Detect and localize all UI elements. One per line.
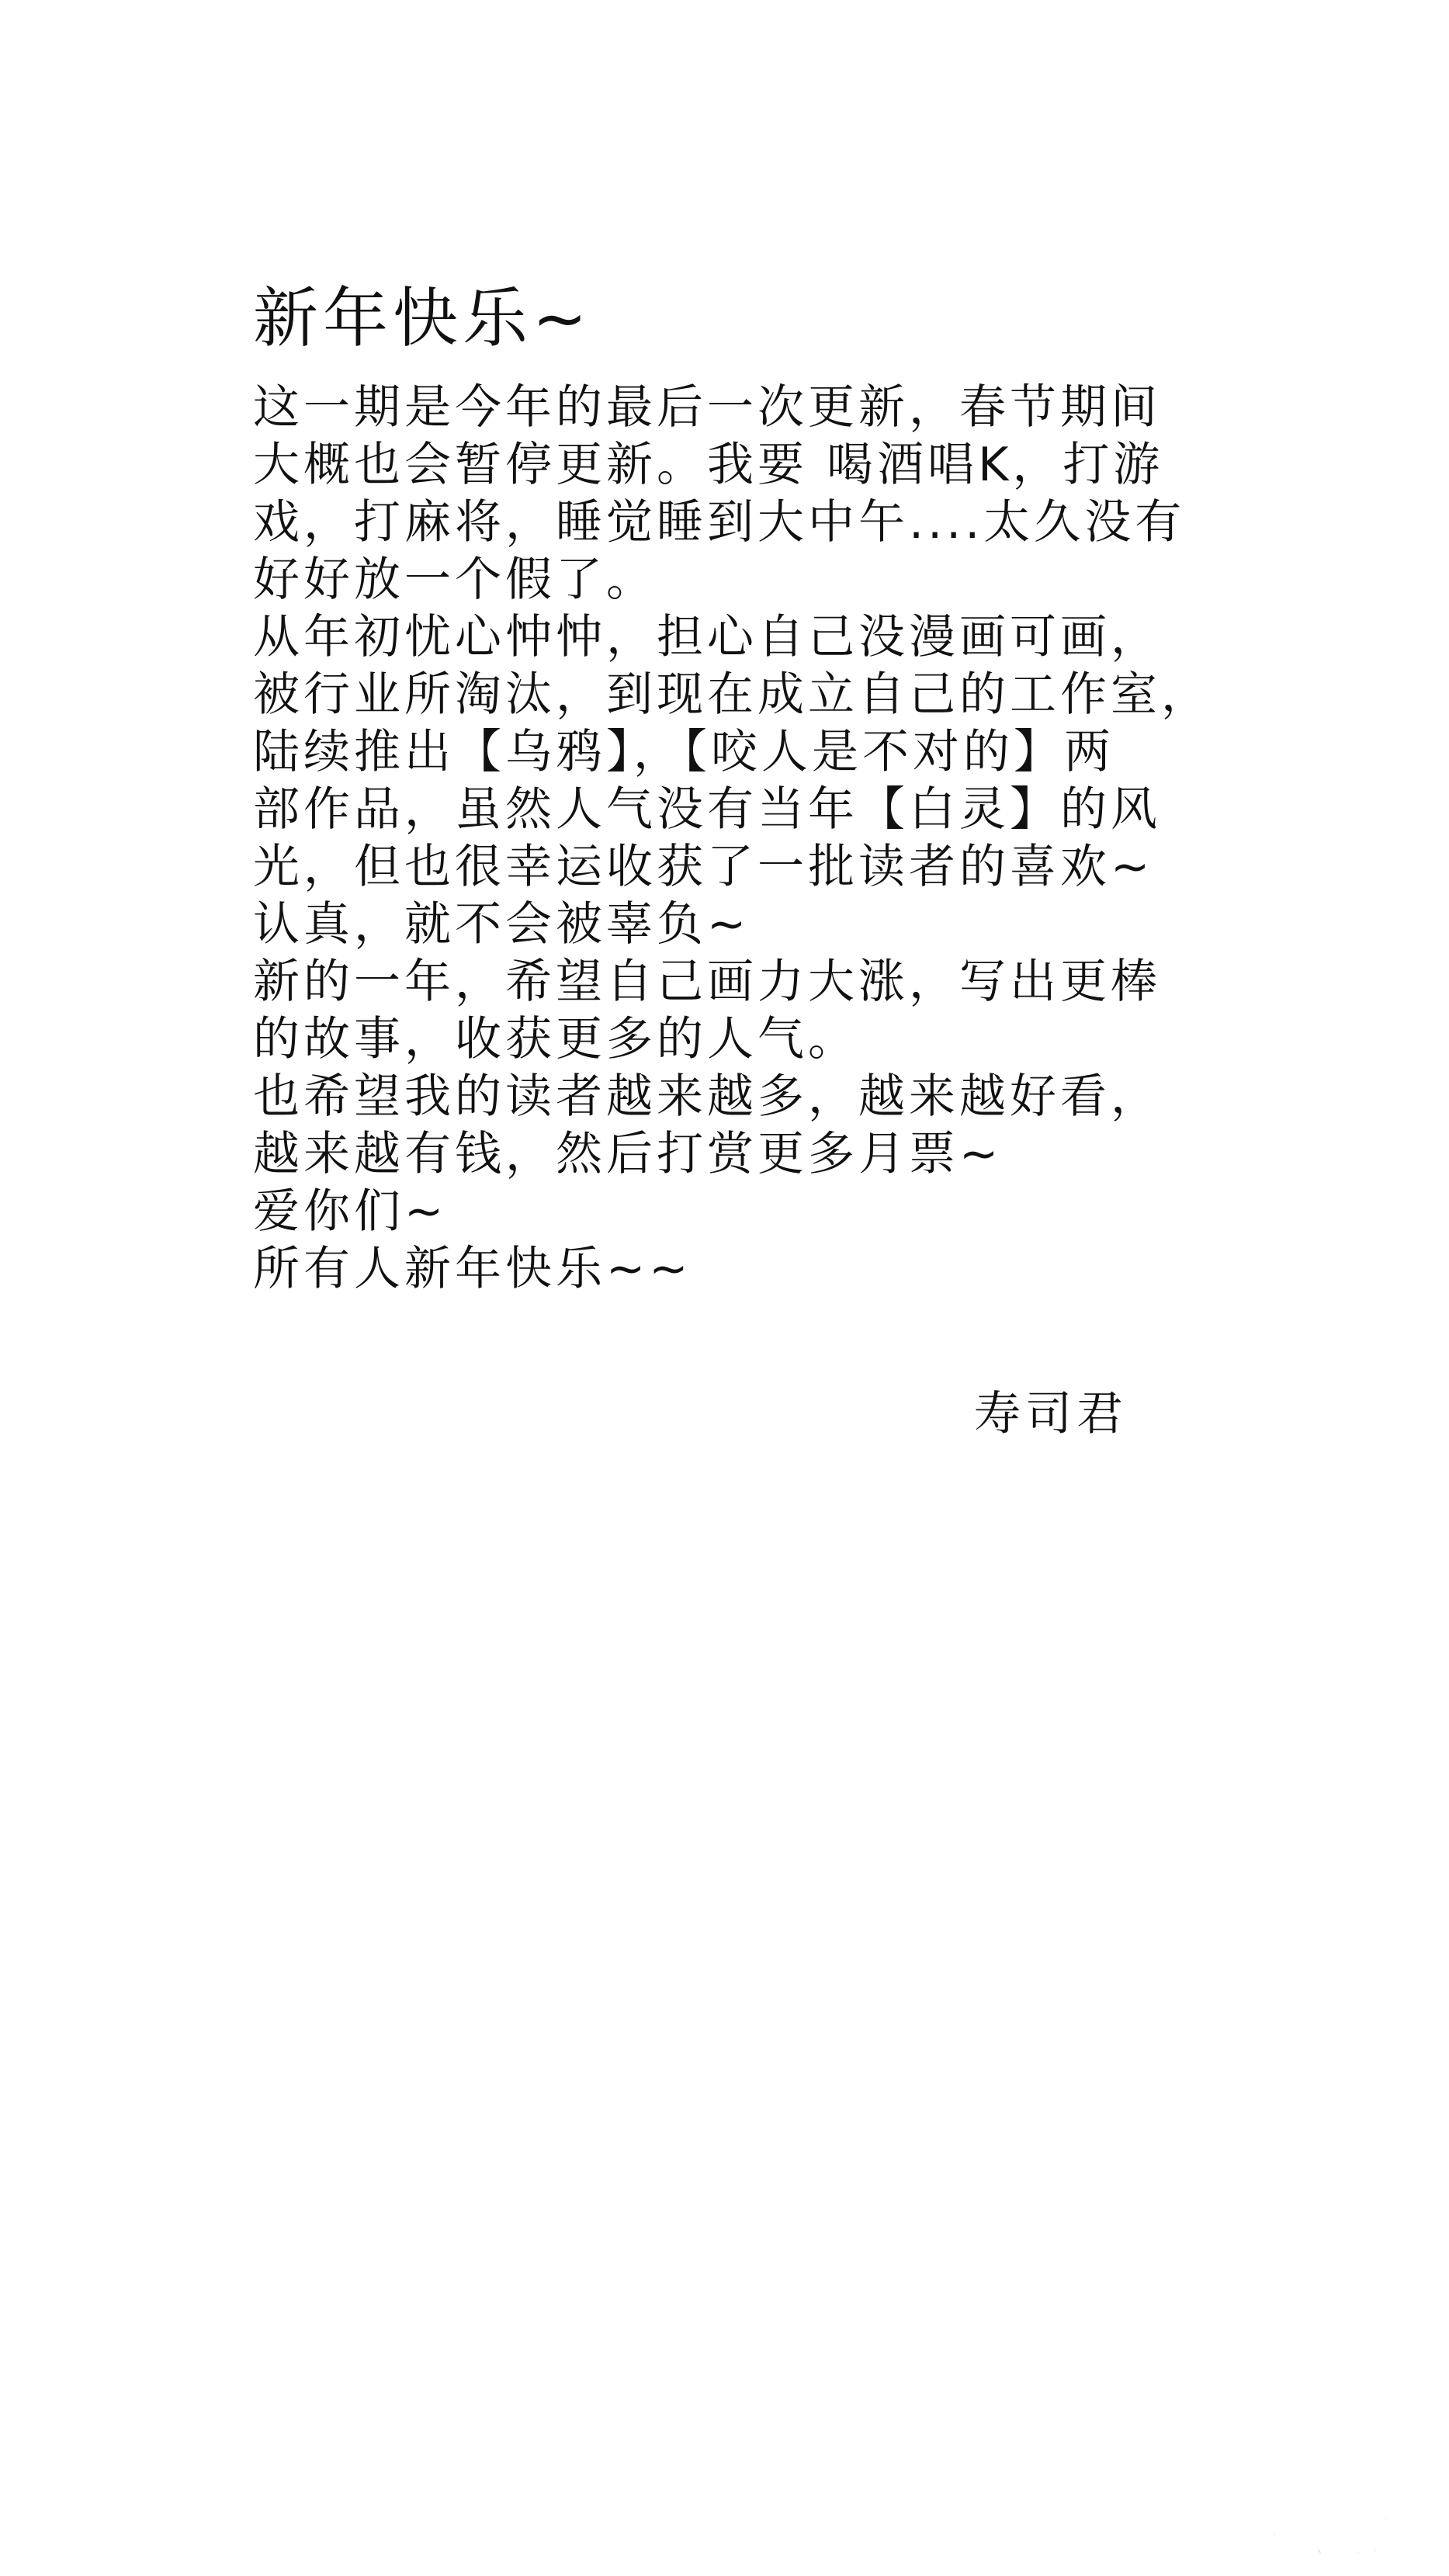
- watermark-logo: [1212, 2506, 1437, 2565]
- note-line: 认真，就不会被辜负~: [253, 897, 750, 952]
- note-line: 爱你们~: [253, 1184, 448, 1239]
- author-note: [253, 279, 1212, 1298]
- note-line: 戏，打麻将，睡觉睡到大中午....太久没有: [253, 495, 1186, 550]
- watermark-text: 腾讯动漫: [1237, 2512, 1411, 2562]
- note-line: 所有人新年快乐~~: [253, 1242, 692, 1296]
- note-line: 陆续推出【乌鸦】，【咬人是不对的】两: [253, 725, 1114, 779]
- note-line: 部作品，虽然人气没有当年【白灵】的风: [253, 782, 1161, 837]
- note-line: 从年初忧心忡忡，担心自己没漫画可画，: [253, 610, 1161, 664]
- note-line: 也希望我的读者越来越多，越来越好看，: [253, 1070, 1161, 1124]
- note-line: 的故事，收获更多的人气。: [253, 1012, 858, 1066]
- note-line: 被行业所淘汰，到现在成立自己的工作室，: [253, 667, 1212, 722]
- note-title: 新年快乐~: [253, 280, 592, 356]
- note-line: 好好放一个假了。: [253, 553, 657, 607]
- note-line: 新的一年，希望自己画力大涨，写出更棒: [253, 955, 1161, 1009]
- watermark-logo-icon: [1212, 2506, 1437, 2565]
- note-line: 越来越有钱，然后打赏更多月票~: [253, 1127, 1003, 1181]
- note-line: 这一期是今年的最后一次更新，春节期间: [253, 380, 1161, 435]
- note-line: 大概也会暂停更新。我要 喝酒唱K，打游: [253, 438, 1164, 492]
- note-line: 光，但也很幸运收获了一批读者的喜欢~: [253, 840, 1154, 894]
- author-signature: 寿司君: [974, 1387, 1128, 1441]
